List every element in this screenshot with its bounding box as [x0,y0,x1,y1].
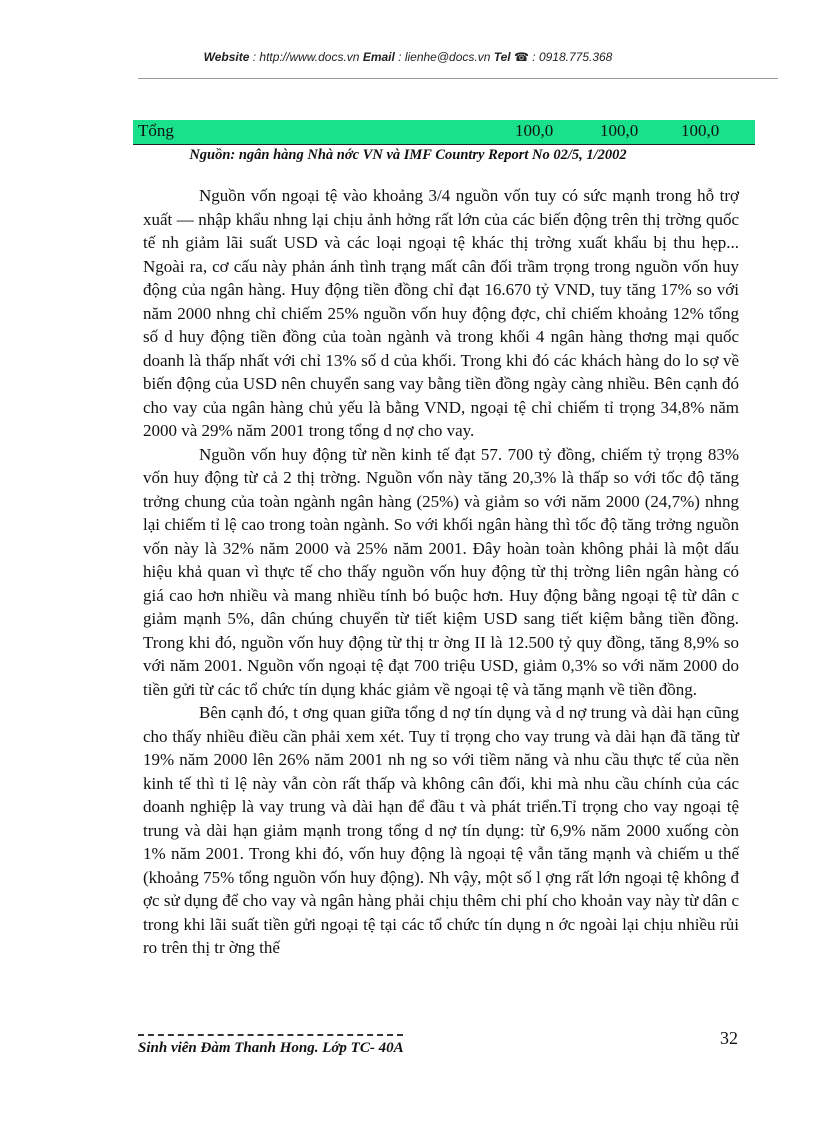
footer-author: Sinh viên Đàm Thanh Hong. Lớp TC- 40A [138,1040,404,1056]
total-value: 100,0 [681,121,720,140]
total-value: 100,0 [515,121,554,140]
total-value: 100,0 [600,121,639,140]
paragraph: Bên cạnh đó, t ơng quan giữa tổng d nợ tín dụng và d nợ trung và dài hạn cũng cho thấy nhiều điều cần phải xem xét. Tuy tỉ trọng cho vay trung và dài hạn đã tăng từ 19% năm 2000 lên 26% năm 2001 nh ng so với tiềm năng và nhu cầu thực tế của nền kinh tế thì tỉ lệ này vẫn còn rất thấp và không cân đối, khi mà nhu cầu chính của các doanh nghiệp là vay trung và dài hạn để đầu t và phát triển.Tỉ trọng cho vay ngoại tệ trung và dài hạn giảm mạnh trong tổng d nợ tín dụng: từ 6,9% năm 2000 xuống còn 1% năm 2001. Trong khi đó, vốn huy động là ngoại tệ vẫn tăng mạnh và chiếm u thế (khoảng 75% tổng nguồn vốn huy động). Nh vậy, một số l ợng rất lớn ngoại tệ không đ ợc sử dụng để cho vay và ngân hàng phải chịu thêm chi phí cho khoản vay này từ dân c trong khi lãi suất tiền gửi ngoại tệ tại các tổ chức tín dụng n ớc ngoài lại chịu nhiều rủi ro trên thị tr ờng thế [143,703,739,957]
tel-value: : 0918.775.368 [528,50,613,64]
total-label: Tổng [138,121,174,140]
table-total-row [133,120,755,144]
table-bottom-rule [133,144,755,145]
page-header [0,50,816,64]
email-value[interactable]: : lienhe@docs.vn [394,50,494,64]
website-label: Website [203,50,250,64]
page-number: 32 [720,1028,738,1048]
paragraph: Nguồn vốn huy động từ nền kinh tế đạt 57. 700 tỷ đồng, chiếm tỷ trọng 83% vốn huy động từ cả 2 thị trờng. Nguồn vốn này tăng 20,3% là thấp so với tốc độ tăng trởng chung của toàn ngành ngân hàng (25%) và giảm so với năm 2000 (24,7%) nhng lại chiếm tỉ lệ cao trong toàn ngành. So với khối ngân hàng thì tốc độ tăng trởng nguồn vốn này là 32% năm 2000 và 25% năm 2001. Đây hoàn toàn không phải là một dấu hiệu khả quan vì thực tế cho thấy nguồn vốn huy động từ thị trờng liên ngân hàng có giá cao hơn nhiều và mang nhiều tính bó buộc hơn. Huy động bằng ngoại tệ từ dân c giảm mạnh 5%, dân chúng chuyển từ tiết kiệm USD sang tiết kiệm bằng tiền đồng. Trong khi đó, nguồn vốn huy động từ thị tr ờng II là 12.500 tỷ quy đồng, tăng 8,9% so với năm 2001. Nguồn vốn ngoại tệ đạt 700 triệu USD, giảm 0,3% so với năm 2000 do tiền gửi từ các tổ chức tín dụng khác giảm về ngoại tệ và tăng mạnh về tiền đồng. [143,444,739,699]
header-rule [138,78,778,79]
tel-label: Tel [493,50,511,64]
table-source: Nguồn: ngân hàng Nhà nớc VN và IMF Country Report No 02/5, 1/2002 [189,147,627,163]
email-label: Email [362,50,395,64]
paragraph: Nguồn vốn ngoại tệ vào khoảng 3/4 nguồn vốn tuy có sức mạnh trong hỗ trợ xuất — nhập khẩu nhng lại chịu ảnh hởng rất lớn của các biến động trên thị trờng quốc tế nh giảm lãi suất USD và các loại ngoại tệ khác thị trờng xuất khẩu bị thu hẹp... Ngoài ra, cơ cấu này phản ánh tình trạng mất cân đối trầm trọng trong nguồn vốn huy động của ngân hàng. Huy động tiền đồng chỉ đạt 16.670 tỷ VND, tuy tăng 17% so với năm 2000 nhng chỉ chiếm 25% nguồn vốn huy động đợc, chỉ chiếm khoảng 12% tổng số d huy động tiền đồng của toàn ngành và trong khối 4 ngân hàng thơng mại quốc doanh là thấp nhất với chỉ 13% số d của khối. Trong khi đó các khách hàng do lo sợ về biến động của USD nên chuyển sang vay bằng tiền đồng ngày càng nhiều. Bên cạnh đó cho vay của ngân hàng chủ yếu là bằng VND, ngoại tệ chỉ chiếm tỉ trọng 34,8% năm 2000 và 29% năm 2001 trong tổng d nợ cho vay. [143,186,739,440]
phone-icon: ☎ [513,50,529,64]
website-value[interactable]: : http://www.docs.vn [249,50,363,64]
body-text [143,184,739,960]
footer-rule [138,1034,403,1036]
